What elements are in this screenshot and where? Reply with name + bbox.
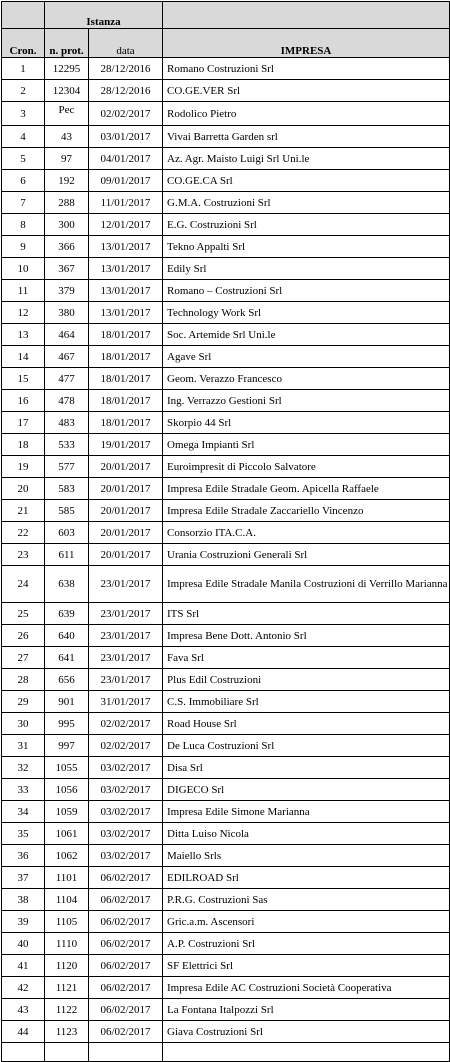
table-row <box>2 735 450 757</box>
header-istanza: Istanza <box>45 2 163 29</box>
prot-cell: 1055 <box>45 757 89 779</box>
prot-cell: 467 <box>45 346 89 368</box>
impresa-cell: Urania Costruzioni Generali Srl <box>163 544 450 566</box>
date-cell: 31/01/2017 <box>89 691 163 713</box>
cron-cell: 34 <box>2 801 45 823</box>
impresa-cell: Impresa Bene Dott. Antonio Srl <box>163 625 450 647</box>
table-row <box>2 280 450 302</box>
date-cell: 03/02/2017 <box>89 757 163 779</box>
date-cell: 06/02/2017 <box>89 867 163 889</box>
impresa-cell: Ditta Luiso Nicola <box>163 823 450 845</box>
date-cell: 20/01/2017 <box>89 500 163 522</box>
date-cell: 23/01/2017 <box>89 669 163 691</box>
impresa-cell: Ing. Verrazzo Gestioni Srl <box>163 390 450 412</box>
prot-cell: 300 <box>45 214 89 236</box>
table-body <box>2 58 450 1043</box>
header-blank-cron <box>2 2 45 29</box>
impresa-cell: Giava Costruzioni Srl <box>163 1021 450 1043</box>
table-row <box>2 456 450 478</box>
table-row <box>2 669 450 691</box>
date-cell: 23/01/2017 <box>89 603 163 625</box>
date-cell: 23/01/2017 <box>89 647 163 669</box>
prot-cell: 367 <box>45 258 89 280</box>
prot-cell: 1120 <box>45 955 89 977</box>
impresa-cell: Soc. Artemide Srl Uni.le <box>163 324 450 346</box>
impresa-cell: Agave Srl <box>163 346 450 368</box>
prot-cell: 640 <box>45 625 89 647</box>
impresa-cell: Tekno Appalti Srl <box>163 236 450 258</box>
cron-cell: 14 <box>2 346 45 368</box>
prot-cell: 478 <box>45 390 89 412</box>
cron-cell: 1 <box>2 58 45 80</box>
impresa-cell: Impresa Edile AC Costruzioni Società Cooperativa <box>163 977 450 999</box>
impresa-cell: EDILROAD Srl <box>163 867 450 889</box>
cron-cell: 32 <box>2 757 45 779</box>
date-cell: 19/01/2017 <box>89 434 163 456</box>
impresa-cell: Road House Srl <box>163 713 450 735</box>
prot-cell: 97 <box>45 148 89 170</box>
table-row <box>2 434 450 456</box>
prot-cell: 995 <box>45 713 89 735</box>
date-cell: 03/02/2017 <box>89 823 163 845</box>
date-cell: 18/01/2017 <box>89 368 163 390</box>
table-row <box>2 713 450 735</box>
impresa-cell: A.P. Costruzioni Srl <box>163 933 450 955</box>
table-row <box>2 170 450 192</box>
impresa-cell: Maiello Srls <box>163 845 450 867</box>
table-row <box>2 911 450 933</box>
table-row <box>2 779 450 801</box>
impresa-cell: Impresa Edile Stradale Geom. Apicella Raffaele <box>163 478 450 500</box>
date-cell: 03/01/2017 <box>89 126 163 148</box>
date-cell: 06/02/2017 <box>89 977 163 999</box>
impresa-cell: Vivai Barretta Garden srl <box>163 126 450 148</box>
table-row <box>2 302 450 324</box>
table-row <box>2 192 450 214</box>
date-cell: 18/01/2017 <box>89 324 163 346</box>
prot-cell: 12295 <box>45 58 89 80</box>
prot-cell: 192 <box>45 170 89 192</box>
cron-cell: 38 <box>2 889 45 911</box>
prot-cell: 603 <box>45 522 89 544</box>
table-row <box>2 390 450 412</box>
prot-cell: 1105 <box>45 911 89 933</box>
prot-cell: 464 <box>45 324 89 346</box>
cron-cell: 28 <box>2 669 45 691</box>
date-cell: 13/01/2017 <box>89 302 163 324</box>
prot-cell: 1122 <box>45 999 89 1021</box>
prot-cell: 366 <box>45 236 89 258</box>
prot-cell: 1104 <box>45 889 89 911</box>
empty-cell <box>163 1043 450 1062</box>
impresa-cell: Consorzio ITA.C.A. <box>163 522 450 544</box>
impresa-cell: Impresa Edile Stradale Zaccariello Vincenzo <box>163 500 450 522</box>
cron-cell: 17 <box>2 412 45 434</box>
date-cell: 23/01/2017 <box>89 566 163 603</box>
registry-table <box>1 1 450 1062</box>
date-cell: 28/12/2016 <box>89 58 163 80</box>
prot-cell: 1062 <box>45 845 89 867</box>
prot-cell: 477 <box>45 368 89 390</box>
prot-cell: 1110 <box>45 933 89 955</box>
cron-cell: 19 <box>2 456 45 478</box>
date-cell: 06/02/2017 <box>89 911 163 933</box>
table-row <box>2 977 450 999</box>
prot-cell: 641 <box>45 647 89 669</box>
prot-cell: 583 <box>45 478 89 500</box>
empty-cell <box>2 1043 45 1062</box>
prot-cell: 611 <box>45 544 89 566</box>
date-cell: 06/02/2017 <box>89 1021 163 1043</box>
impresa-cell: Skorpio 44 Srl <box>163 412 450 434</box>
table-row <box>2 999 450 1021</box>
table-row <box>2 148 450 170</box>
impresa-cell: Technology Work Srl <box>163 302 450 324</box>
header-n-prot: n. prot. <box>45 29 89 58</box>
prot-cell: 1123 <box>45 1021 89 1043</box>
cron-cell: 39 <box>2 911 45 933</box>
table-row-empty <box>2 1043 450 1062</box>
date-cell: 06/02/2017 <box>89 889 163 911</box>
prot-cell: 577 <box>45 456 89 478</box>
header-impresa: IMPRESA <box>163 29 450 58</box>
date-cell: 18/01/2017 <box>89 390 163 412</box>
cron-cell: 27 <box>2 647 45 669</box>
table-row <box>2 500 450 522</box>
cron-cell: 42 <box>2 977 45 999</box>
empty-cell <box>89 1043 163 1062</box>
prot-cell: 379 <box>45 280 89 302</box>
table-row <box>2 845 450 867</box>
prot-cell: 585 <box>45 500 89 522</box>
cron-cell: 9 <box>2 236 45 258</box>
empty-cell <box>45 1043 89 1062</box>
cron-cell: 18 <box>2 434 45 456</box>
prot-cell: 1056 <box>45 779 89 801</box>
table-row <box>2 823 450 845</box>
date-cell: 02/02/2017 <box>89 102 163 126</box>
date-cell: 12/01/2017 <box>89 214 163 236</box>
date-cell: 02/02/2017 <box>89 713 163 735</box>
table-row <box>2 368 450 390</box>
date-cell: 18/01/2017 <box>89 346 163 368</box>
cron-cell: 7 <box>2 192 45 214</box>
cron-cell: 35 <box>2 823 45 845</box>
impresa-cell: Romano – Costruzioni Srl <box>163 280 450 302</box>
impresa-cell: Rodolico Pietro <box>163 102 450 126</box>
cron-cell: 26 <box>2 625 45 647</box>
date-cell: 03/02/2017 <box>89 801 163 823</box>
cron-cell: 16 <box>2 390 45 412</box>
cron-cell: 21 <box>2 500 45 522</box>
cron-cell: 24 <box>2 566 45 603</box>
date-cell: 20/01/2017 <box>89 478 163 500</box>
impresa-cell: Az. Agr. Maisto Luigi Srl Uni.le <box>163 148 450 170</box>
impresa-cell: SF Elettrici Srl <box>163 955 450 977</box>
prot-cell: 638 <box>45 566 89 603</box>
date-cell: 03/02/2017 <box>89 779 163 801</box>
date-cell: 06/02/2017 <box>89 955 163 977</box>
impresa-cell: DIGECO Srl <box>163 779 450 801</box>
cron-cell: 6 <box>2 170 45 192</box>
table-row <box>2 647 450 669</box>
impresa-cell: E.G. Costruzioni Srl <box>163 214 450 236</box>
table-row <box>2 58 450 80</box>
cron-cell: 41 <box>2 955 45 977</box>
impresa-cell: Edily Srl <box>163 258 450 280</box>
table-row <box>2 544 450 566</box>
date-cell: 06/02/2017 <box>89 933 163 955</box>
impresa-cell: Plus Edil Costruzioni <box>163 669 450 691</box>
table-row <box>2 867 450 889</box>
impresa-cell: De Luca Costruzioni Srl <box>163 735 450 757</box>
cron-cell: 20 <box>2 478 45 500</box>
cron-cell: 25 <box>2 603 45 625</box>
table-row <box>2 757 450 779</box>
prot-cell: 533 <box>45 434 89 456</box>
impresa-cell: P.R.G. Costruzioni Sas <box>163 889 450 911</box>
date-cell: 06/02/2017 <box>89 999 163 1021</box>
table-row <box>2 214 450 236</box>
table-row <box>2 80 450 102</box>
prot-cell: 43 <box>45 126 89 148</box>
impresa-cell: La Fontana Italpozzi Srl <box>163 999 450 1021</box>
cron-cell: 36 <box>2 845 45 867</box>
header-cron: Cron. <box>2 29 45 58</box>
table-row <box>2 324 450 346</box>
prot-cell: 1061 <box>45 823 89 845</box>
date-cell: 13/01/2017 <box>89 258 163 280</box>
table-row <box>2 126 450 148</box>
cron-cell: 10 <box>2 258 45 280</box>
prot-cell: 656 <box>45 669 89 691</box>
date-cell: 03/02/2017 <box>89 845 163 867</box>
cron-cell: 5 <box>2 148 45 170</box>
prot-cell: 288 <box>45 192 89 214</box>
prot-cell: 12304 <box>45 80 89 102</box>
date-cell: 20/01/2017 <box>89 456 163 478</box>
impresa-cell: Impresa Edile Simone Marianna <box>163 801 450 823</box>
table-row <box>2 801 450 823</box>
prot-cell: 1059 <box>45 801 89 823</box>
impresa-cell: Euroimpresit di Piccolo Salvatore <box>163 456 450 478</box>
impresa-cell: CO.GE.CA Srl <box>163 170 450 192</box>
cron-cell: 22 <box>2 522 45 544</box>
cron-cell: 33 <box>2 779 45 801</box>
date-cell: 02/02/2017 <box>89 735 163 757</box>
header-blank-impresa <box>163 2 450 29</box>
impresa-cell: Impresa Edile Stradale Manila Costruzioni di Verrillo Marianna <box>163 566 450 603</box>
prot-cell: 1121 <box>45 977 89 999</box>
cron-cell: 15 <box>2 368 45 390</box>
cron-cell: 40 <box>2 933 45 955</box>
cron-cell: 29 <box>2 691 45 713</box>
cron-cell: 4 <box>2 126 45 148</box>
prot-cell: 483 <box>45 412 89 434</box>
table-row <box>2 933 450 955</box>
impresa-cell: CO.GE.VER Srl <box>163 80 450 102</box>
cron-cell: 3 <box>2 102 45 126</box>
prot-cell: Pec <box>45 102 89 126</box>
prot-cell: 380 <box>45 302 89 324</box>
date-cell: 13/01/2017 <box>89 236 163 258</box>
cron-cell: 8 <box>2 214 45 236</box>
table-row <box>2 603 450 625</box>
cron-cell: 30 <box>2 713 45 735</box>
table-row <box>2 346 450 368</box>
cron-cell: 13 <box>2 324 45 346</box>
date-cell: 23/01/2017 <box>89 625 163 647</box>
impresa-cell: Omega Impianti Srl <box>163 434 450 456</box>
table-row <box>2 258 450 280</box>
cron-cell: 43 <box>2 999 45 1021</box>
cron-cell: 37 <box>2 867 45 889</box>
prot-cell: 901 <box>45 691 89 713</box>
date-cell: 20/01/2017 <box>89 522 163 544</box>
impresa-cell: C.S. Immobiliare Srl <box>163 691 450 713</box>
table-row <box>2 889 450 911</box>
cron-cell: 11 <box>2 280 45 302</box>
table-row <box>2 1021 450 1043</box>
table-row <box>2 478 450 500</box>
table-row <box>2 625 450 647</box>
date-cell: 20/01/2017 <box>89 544 163 566</box>
table-row <box>2 522 450 544</box>
date-cell: 04/01/2017 <box>89 148 163 170</box>
date-cell: 13/01/2017 <box>89 280 163 302</box>
impresa-cell: Disa Srl <box>163 757 450 779</box>
impresa-cell: Geom. Verazzo Francesco <box>163 368 450 390</box>
table-row <box>2 102 450 126</box>
impresa-cell: G.M.A. Costruzioni Srl <box>163 192 450 214</box>
cron-cell: 31 <box>2 735 45 757</box>
cron-cell: 44 <box>2 1021 45 1043</box>
cron-cell: 2 <box>2 80 45 102</box>
impresa-cell: Romano Costruzioni Srl <box>163 58 450 80</box>
prot-cell: 639 <box>45 603 89 625</box>
table-row <box>2 955 450 977</box>
cron-cell: 23 <box>2 544 45 566</box>
date-cell: 09/01/2017 <box>89 170 163 192</box>
date-cell: 28/12/2016 <box>89 80 163 102</box>
prot-cell: 1101 <box>45 867 89 889</box>
date-cell: 11/01/2017 <box>89 192 163 214</box>
table-row <box>2 412 450 434</box>
header-data: data <box>89 29 163 58</box>
table-row <box>2 236 450 258</box>
table-row <box>2 566 450 603</box>
cron-cell: 12 <box>2 302 45 324</box>
date-cell: 18/01/2017 <box>89 412 163 434</box>
impresa-cell: Fava Srl <box>163 647 450 669</box>
impresa-cell: Gric.a.m. Ascensori <box>163 911 450 933</box>
impresa-cell: ITS Srl <box>163 603 450 625</box>
table-row <box>2 691 450 713</box>
prot-cell: 997 <box>45 735 89 757</box>
